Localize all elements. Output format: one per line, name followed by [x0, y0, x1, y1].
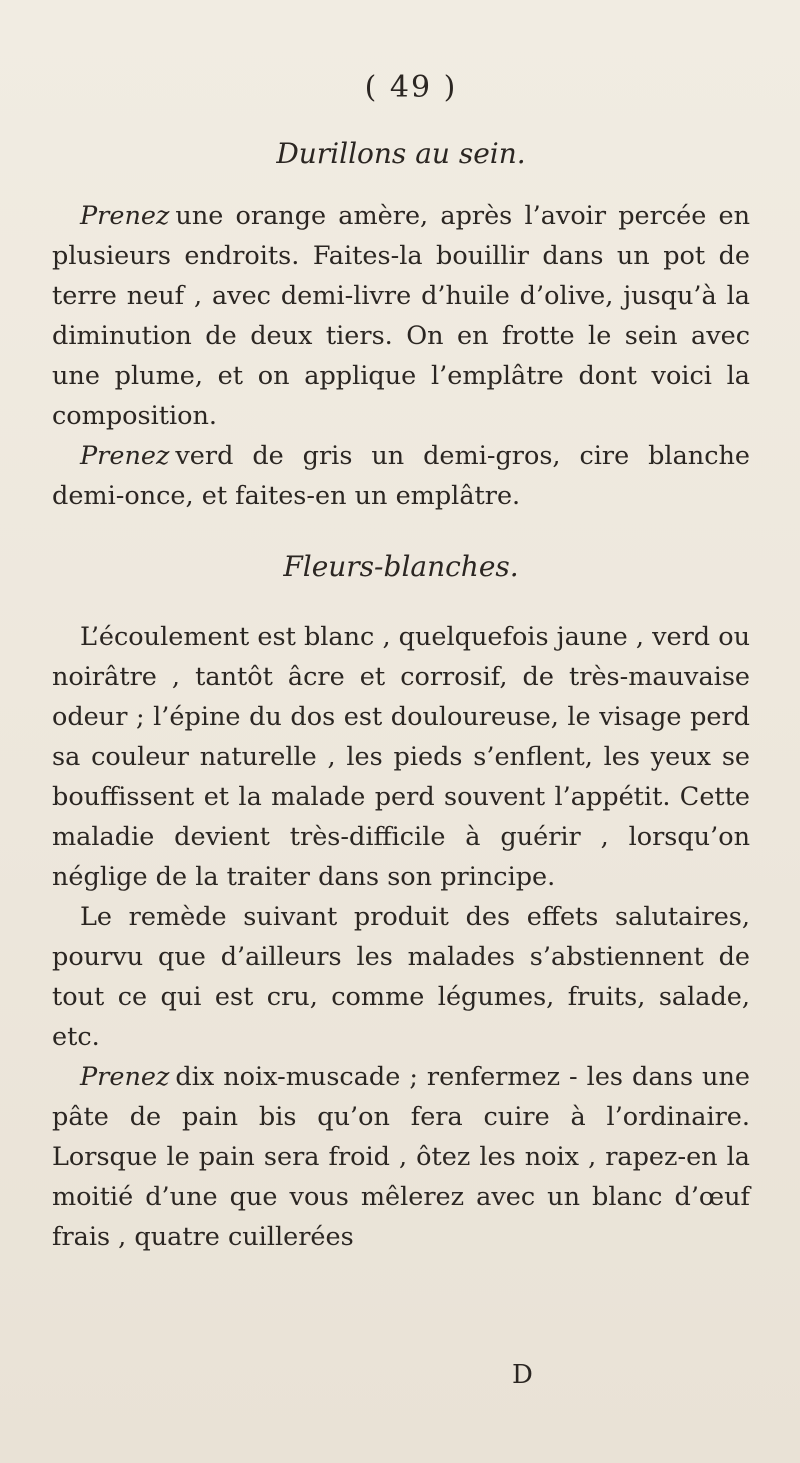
section-title-fleurs-blanches: Fleurs-blanches. — [283, 550, 519, 583]
page-number: ( 49 ) — [364, 70, 458, 105]
section-title-durillons: Durillons au sein. — [276, 137, 526, 170]
paragraph — [52, 436, 750, 516]
paragraph-lead-word: Prenez — [80, 441, 170, 471]
paragraph — [52, 897, 750, 1057]
paragraph — [52, 196, 750, 436]
signature-mark: D — [512, 1360, 533, 1390]
paragraph — [52, 617, 750, 897]
paragraph — [52, 1057, 750, 1257]
paragraph-lead-word: Prenez — [80, 201, 170, 231]
paragraph-text: une orange amère, après l’avoir percée en plusieurs endroits. Faites-la bouillir dans un pot de terre neuf , avec demi-livre d’huile d’olive, jusqu’à la diminution de deux tiers. On en frotte le sein avec une plume, et on applique l’emplâtre dont voici la composition. — [52, 201, 750, 431]
paragraph-text: verd de gris un demi-gros, cire blanche demi-once, et faites-en un emplâtre. — [52, 441, 750, 511]
paragraph-lead-word: Prenez — [80, 1062, 170, 1092]
paragraph-text: Le remède suivant produit des effets salutaires, pourvu que d’ailleurs les malades s’abstiennent de tout ce qui est cru, comme légumes, fruits, salade, etc. — [52, 902, 750, 1052]
paragraph-text: dix noix-muscade ; renfermez - les dans une pâte de pain bis qu’on fera cuire à l’ordinaire. Lorsque le pain sera froid , ôtez les noix , rapez-en la moitié d’une que vous mêlerez avec un blanc d’œuf frais , quatre cuillerées — [52, 1062, 750, 1252]
paragraph-text: L’écoulement est blanc , quelquefois jaune , verd ou noirâtre , tantôt âcre et corrosif, de très-mauvaise odeur ; l’épine du dos est douloureuse, le visage perd sa couleur naturelle , les pieds s’enflent, les yeux se bouffissent et la malade perd souvent l’appétit. Cette maladie devient très-difficile à guérir , lorsqu’on néglige de la traiter dans son principe. — [52, 622, 750, 892]
